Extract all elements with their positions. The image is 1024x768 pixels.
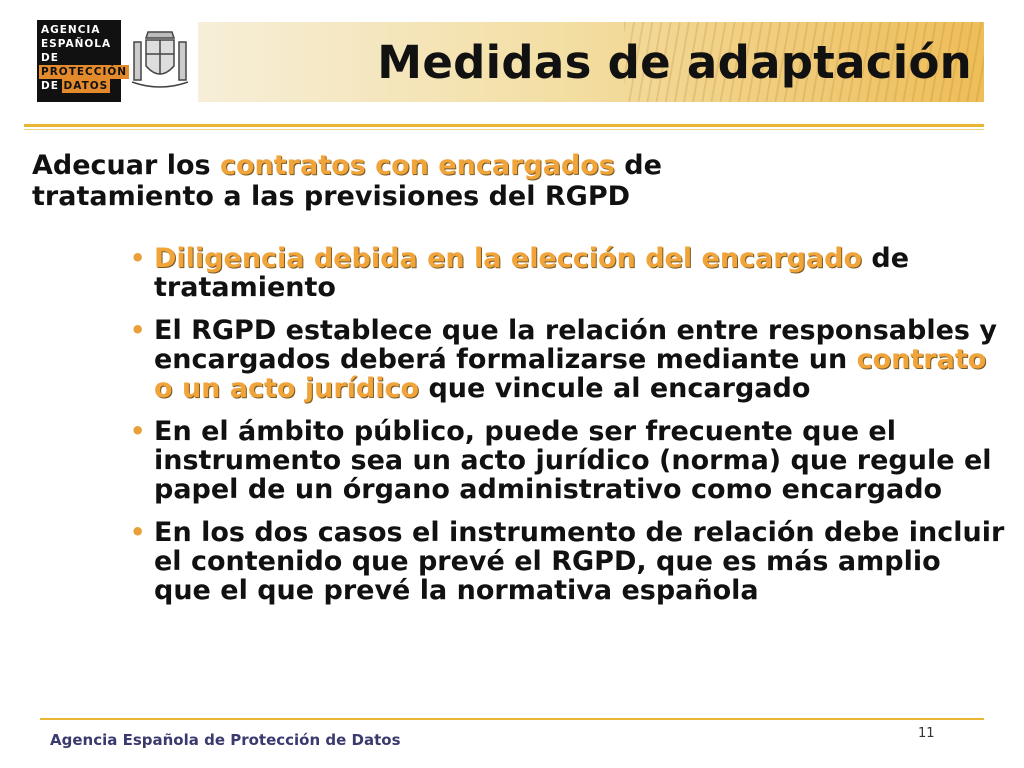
logo-line-4: DE [41, 80, 59, 92]
bullet-list [126, 244, 1006, 619]
bullet-icon: • [130, 417, 146, 445]
footer-organization: Agencia Española de Protección de Datos [50, 731, 401, 749]
bullet-item [126, 244, 1006, 302]
coat-of-arms-icon [128, 26, 192, 96]
bullet-icon: • [130, 244, 146, 272]
bullet-text: En los dos casos el instrumento de relación debe incluir el contenido que prevé el RGPD, que es más amplio que el que prevé la normativa española [154, 517, 1005, 606]
bullet-text: que vincule al encargado [419, 373, 811, 404]
header-divider-thin [24, 129, 984, 130]
bullet-icon: • [130, 316, 146, 344]
aepd-logo [37, 20, 128, 102]
logo-line-3: PROTECCIÓN [41, 66, 128, 78]
intro-statement [32, 150, 812, 212]
bullet-highlight: contrato o un acto jurídico [154, 344, 987, 404]
logo-line-2: ESPAÑOLA DE [41, 38, 112, 64]
bullet-text: El RGPD establece que la relación entre responsables y encargados deberá formalizarse mediante un [154, 315, 997, 375]
bullet-item [126, 518, 1006, 605]
logo-line-5: DATOS [63, 80, 109, 92]
title-banner [198, 22, 984, 102]
slide-number: 11 [918, 726, 935, 741]
intro-text-after: de tratamiento a las previsiones del RGPD [32, 150, 662, 212]
header-divider [24, 124, 984, 127]
bullet-item [126, 316, 1006, 403]
page-title: Medidas de adaptación [377, 36, 972, 89]
bullet-highlight: Diligencia debida en la elección del encargado [154, 243, 862, 274]
footer-divider [40, 718, 984, 720]
bullet-text: de tratamiento [154, 243, 910, 303]
logo-line-1: AGENCIA [41, 24, 101, 36]
intro-text-before: Adecuar los [32, 150, 220, 181]
bullet-item [126, 417, 1006, 504]
intro-highlight: contratos con encargados [219, 150, 615, 181]
bullet-text: En el ámbito público, puede ser frecuente que el instrumento sea un acto jurídico (norma) que regule el papel de un órgano administrativo como encargado [154, 416, 992, 505]
bullet-icon: • [130, 518, 146, 546]
